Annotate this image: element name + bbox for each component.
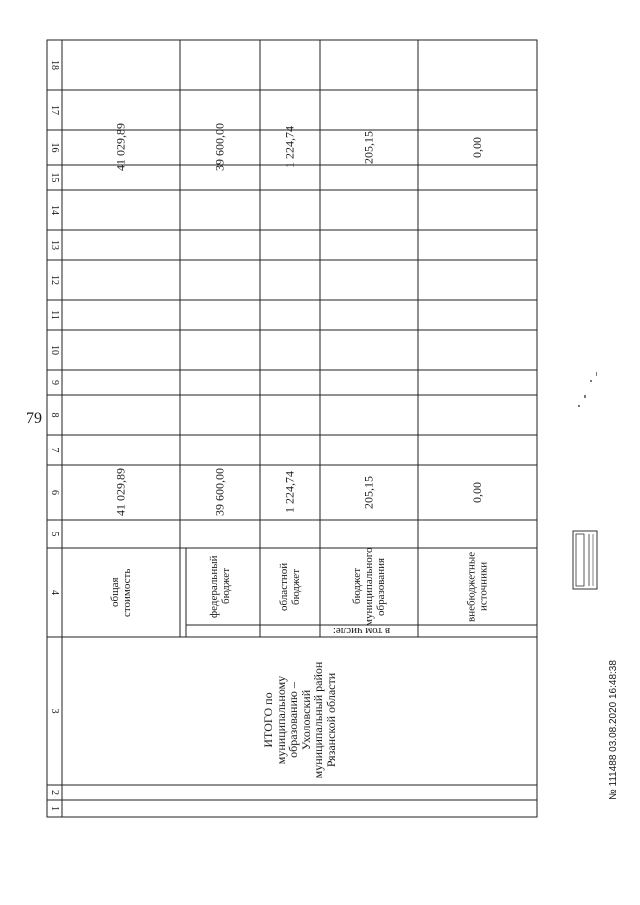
row-label: внебюджетные источники (465, 551, 490, 622)
row-value-col6: 39 600,00 (212, 468, 227, 517)
registry-stamp-icon (572, 530, 598, 590)
col-num-5: 5 (49, 531, 60, 537)
page-number: 79 (26, 410, 42, 427)
row-label: областной бюджет (278, 562, 302, 611)
col-num-10: 10 (49, 345, 60, 355)
registration-number: № 111488 03.08.2020 16:48:38 (608, 660, 619, 800)
col-num-9: 9 (49, 380, 60, 385)
col-num-17: 17 (49, 105, 60, 115)
col-num-3: 3 (49, 708, 60, 714)
col-num-11: 11 (49, 310, 60, 320)
row-value-col16: 0,00 (470, 137, 484, 158)
col-num-7: 7 (49, 447, 60, 453)
row-value-col16: 205,15 (361, 131, 376, 164)
including-label: в том числе: (332, 625, 391, 637)
row-value-col6: 41 029,89 (113, 468, 128, 517)
row-label: федеральный бюджет (208, 555, 232, 618)
scan-speck (596, 372, 597, 376)
col-num-13: 13 (49, 240, 60, 250)
col-num-6: 6 (49, 490, 60, 495)
col-num-8: 8 (49, 412, 60, 418)
row-value-col16: 39 600,00 (212, 123, 227, 172)
total-label: ИТОГО по муниципальному образованию – Ухоловский муниципальный район Рязанской области (261, 661, 338, 779)
col-num-12: 12 (49, 275, 60, 285)
row-label: общая стоимость (109, 568, 133, 617)
col-num-18: 18 (49, 60, 60, 70)
row-label: бюджет муниципального образования (351, 547, 387, 626)
scan-speck (584, 395, 586, 398)
col-num-4: 4 (49, 590, 60, 595)
row-value-col16: 41 029,89 (113, 123, 128, 172)
col-num-14: 14 (49, 205, 60, 215)
row-value-col16: 1 224,74 (282, 126, 297, 169)
col-num-15: 15 (49, 172, 60, 183)
row-value-col6: 1 224,74 (282, 471, 297, 514)
scan-speck (578, 405, 580, 407)
col-num-2: 2 (49, 790, 60, 795)
col-num-1: 1 (49, 806, 60, 811)
row-value-col6: 205,15 (361, 476, 376, 509)
scan-speck (590, 380, 592, 382)
col-num-16: 16 (49, 142, 60, 153)
row-value-col6: 0,00 (470, 482, 484, 503)
